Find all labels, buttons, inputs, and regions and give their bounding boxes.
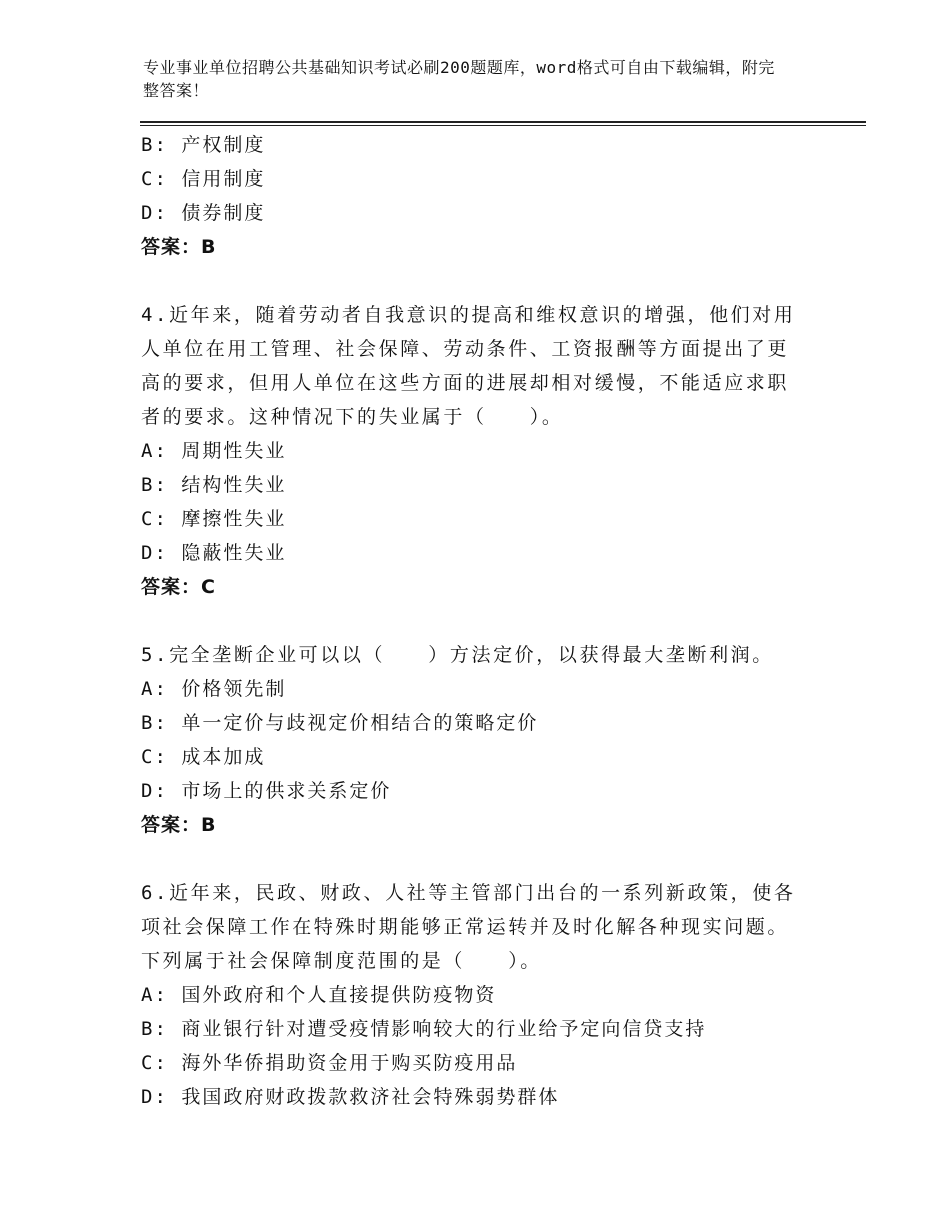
question-content: [141, 128, 801, 1114]
option-c: C: 海外华侨捐助资金用于购买防疫用品: [141, 1052, 518, 1074]
question-block-6: [141, 876, 801, 1114]
answer-label: 答案：C: [141, 576, 216, 598]
question-stem: 6.近年来，民政、财政、人社等主管部门出台的一系列新政策，使各项社会保障工作在特殊时期能够正常运转并及时化解各种现实问题。下列属于社会保障制度范围的是（ ）。: [141, 882, 796, 972]
option-b: B: 产权制度: [141, 134, 266, 156]
option-a: A: 国外政府和个人直接提供防疫物资: [141, 984, 497, 1006]
option-d: D: 债券制度: [141, 202, 266, 224]
question-block-4: [141, 298, 801, 604]
option-d: D: 我国政府财政拨款救济社会特殊弱势群体: [141, 1086, 560, 1108]
page-header: 专业事业单位招聘公共基础知识考试必刷200题题库，word格式可自由下载编辑，附完整答案！: [143, 58, 775, 100]
question-stem: 5.完全垄断企业可以以（ ）方法定价，以获得最大垄断利润。: [141, 644, 774, 666]
option-a: A: 周期性失业: [141, 440, 287, 462]
option-b: B: 结构性失业: [141, 474, 287, 496]
header-divider-thick: [140, 121, 866, 123]
option-b: B: 单一定价与歧视定价相结合的策略定价: [141, 712, 539, 734]
question-stem: 4.近年来，随着劳动者自我意识的提高和维权意识的增强，他们对用人单位在用工管理、社会保障、劳动条件、工资报酬等方面提出了更高的要求，但用人单位在这些方面的进展却相对缓慢，不能适应求职者的要求。这种情况下的失业属于（ ）。: [141, 304, 796, 428]
option-b: B: 商业银行针对遭受疫情影响较大的行业给予定向信贷支持: [141, 1018, 707, 1040]
option-c: C: 摩擦性失业: [141, 508, 287, 530]
option-d: D: 市场上的供求关系定价: [141, 780, 392, 802]
option-a: A: 价格领先制: [141, 678, 287, 700]
question-block-5: [141, 638, 801, 842]
answer-label: 答案：B: [141, 236, 217, 258]
option-c: C: 成本加成: [141, 746, 266, 768]
option-c: C: 信用制度: [141, 168, 266, 190]
prev-question-block: [141, 128, 801, 264]
header-divider-thin: [140, 125, 866, 126]
option-d: D: 隐蔽性失业: [141, 542, 287, 564]
answer-label: 答案：B: [141, 814, 217, 836]
